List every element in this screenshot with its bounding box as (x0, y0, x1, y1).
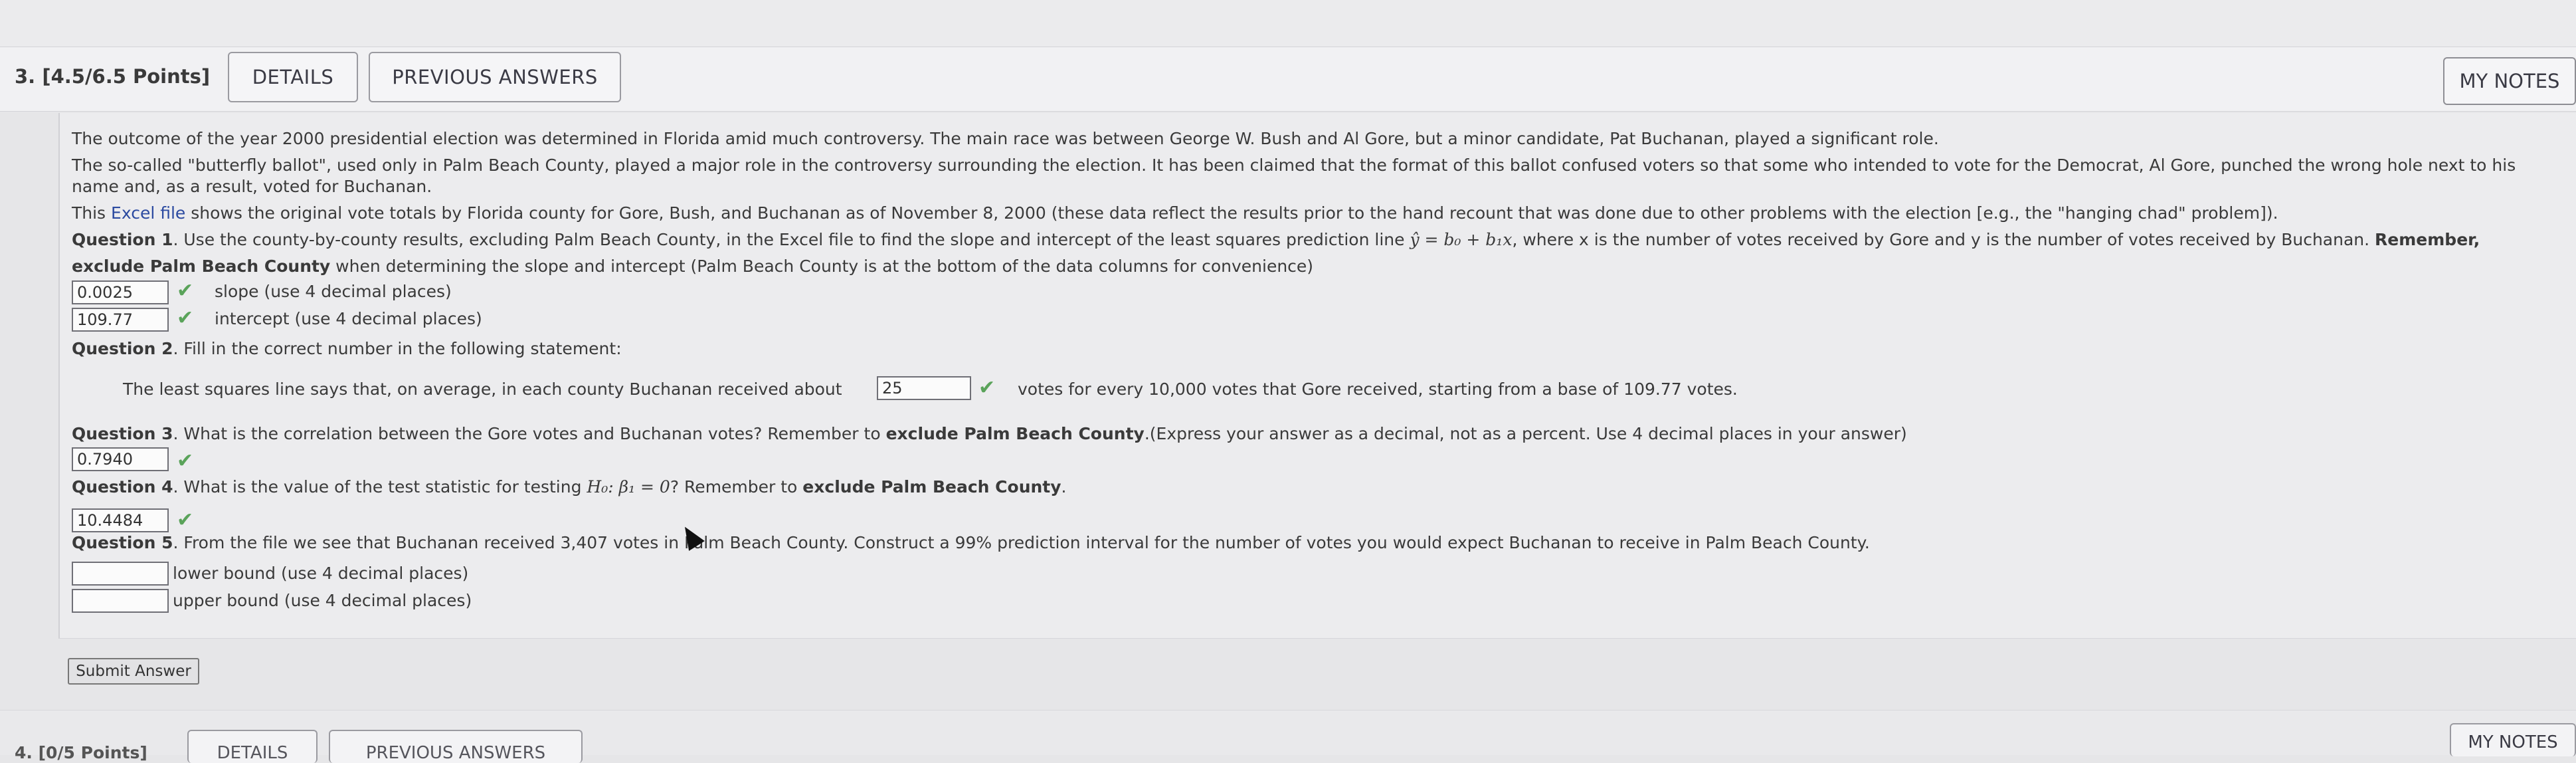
question-1-text: Question 1. Use the county-by-county results, excluding Palm Beach County, in the Excel file to find the slope and intercept of the least squares prediction line ŷ = b₀ + b₁x, where x is the number of votes received by Gore and y is the number of votes received by Buchanan. Remember, (72, 230, 2480, 249)
question-points: [4.5/6.5 Points] (42, 65, 211, 88)
my-notes-button[interactable]: MY NOTES (2443, 57, 2576, 105)
upper-bound-label: upper bound (use 4 decimal places) (173, 591, 472, 610)
slope-input[interactable]: 0.0025 (72, 280, 169, 304)
intercept-label: intercept (use 4 decimal places) (215, 309, 482, 328)
question-5-text: Question 5. From the file we see that Buchanan received 3,407 votes in Palm Beach County. Construct a 99% prediction interval for the number of votes you would expect Buchanan to receive in Palm Beach County. (72, 533, 1870, 552)
excel-file-link[interactable]: Excel file (111, 203, 186, 223)
lower-bound-label: lower bound (use 4 decimal places) (173, 564, 469, 583)
next-question-points: 4. [0/5 Points] (15, 743, 147, 762)
question-3-text: Question 3. What is the correlation between the Gore votes and Buchanan votes? Remember to exclude Palm Beach County.(Express your answer as a decimal, not as a percent. Use 4 decimal places in your answer) (72, 424, 1907, 443)
question-2-label: Question 2 (72, 339, 173, 358)
test-statistic-input[interactable]: 10.4484 (72, 508, 169, 532)
upper-bound-input[interactable] (72, 589, 169, 613)
intro-line-2: The so-called "butterfly ballot", used only in Palm Beach County, played a major role in the controversy surrounding the election. It has been claimed that the format of this ballot confused voters so that some who intended to vote for the Democrat, Al Gore, punched the wrong hole next to his (72, 156, 2516, 175)
top-area (0, 0, 2576, 47)
details-button[interactable]: DETAILS (228, 52, 358, 102)
check-icon: ✔ (177, 449, 194, 473)
question-1-text-cont: exclude Palm Beach County when determining the slope and intercept (Palm Beach County is at the bottom of the data columns for convenience) (72, 257, 1314, 276)
question-1-label: Question 1 (72, 230, 173, 249)
check-icon: ✔ (177, 508, 194, 532)
prediction-line-formula: ŷ = b₀ + b₁x (1410, 230, 1513, 249)
question-2-text: Question 2. Fill in the correct number in the following statement: (72, 339, 622, 358)
next-previous-answers-button[interactable]: PREVIOUS ANSWERS (329, 730, 583, 763)
correlation-input[interactable]: 0.7940 (72, 447, 169, 471)
question-number: 3. [4.5/6.5 Points] (15, 65, 211, 88)
next-my-notes-button[interactable]: MY NOTES (2450, 723, 2576, 756)
check-icon: ✔ (177, 306, 194, 330)
intro-line-3: name and, as a result, voted for Buchanan. (72, 177, 432, 196)
question-5-label: Question 5 (72, 533, 173, 552)
q2-statement-start: The least squares line says that, on average, in each county Buchanan received about (123, 380, 842, 399)
q2-statement-end: votes for every 10,000 votes that Gore received, starting from a base of 109.77 votes. (1018, 380, 1738, 399)
question-4-text: Question 4. What is the value of the test statistic for testing H₀: β₁ = 0? Remember to exclude Palm Beach County. (72, 477, 1067, 496)
intercept-input[interactable]: 109.77 (72, 308, 169, 332)
next-details-button[interactable]: DETAILS (187, 730, 318, 763)
check-icon: ✔ (177, 279, 194, 302)
submit-answer-button[interactable]: Submit Answer (68, 658, 199, 685)
check-icon: ✔ (978, 376, 996, 399)
q2-votes-input[interactable]: 25 (877, 376, 971, 400)
slope-label: slope (use 4 decimal places) (215, 282, 452, 301)
question-body (58, 113, 2576, 639)
lower-bound-input[interactable] (72, 562, 169, 586)
question-4-label: Question 4 (72, 477, 173, 496)
intro-line-1: The outcome of the year 2000 presidential election was determined in Florida amid much controversy. The main race was between George W. Bush and Al Gore, but a minor candidate, Pat Buchanan, played a significant role. (72, 129, 1939, 148)
hypothesis-formula: H₀: β₁ = 0 (587, 477, 670, 496)
previous-answers-button[interactable]: PREVIOUS ANSWERS (369, 52, 621, 102)
intro-line-4: This Excel file shows the original vote totals by Florida county for Gore, Bush, and Buchanan as of November 8, 2000 (these data reflect the results prior to the hand recount that was done due to other problems with the election [e.g., the "hanging chad" problem]). (72, 203, 2278, 223)
question-3-label: Question 3 (72, 424, 173, 443)
